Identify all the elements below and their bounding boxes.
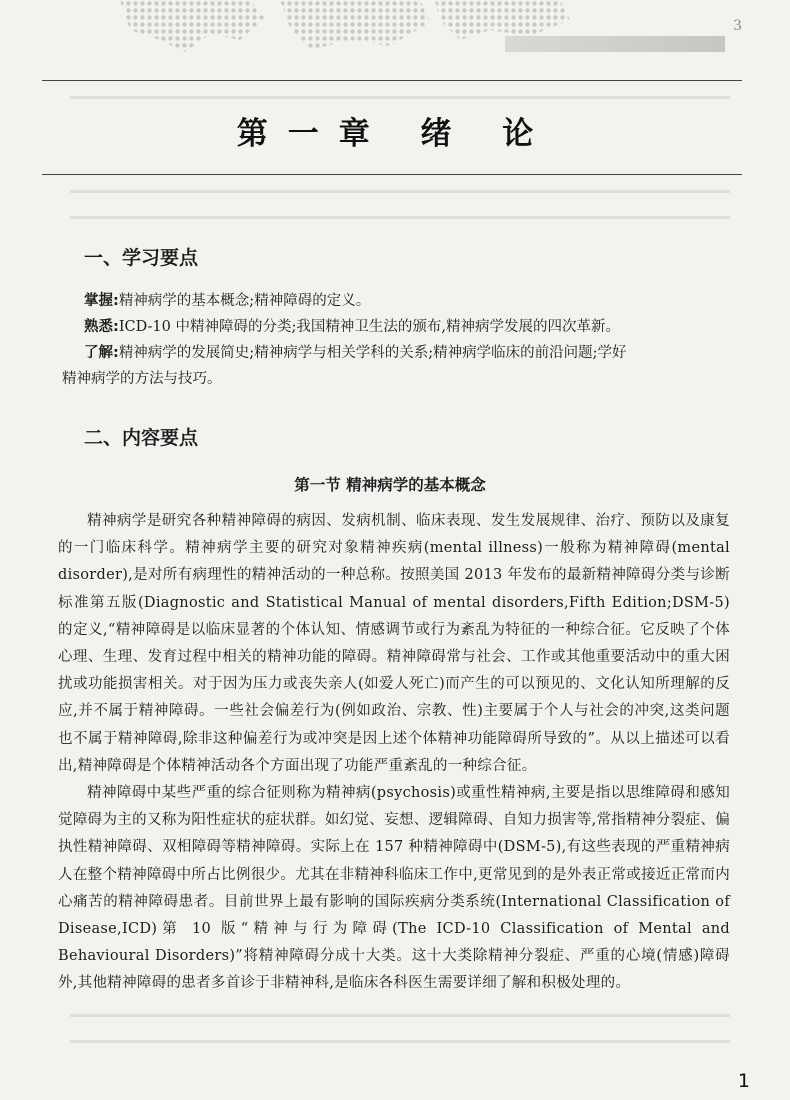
learning-point-text: 精神病学的方法与技巧。	[62, 371, 222, 387]
learning-point-label: 掌握:	[84, 293, 119, 309]
learning-point-text: 精神病学的基本概念;精神障碍的定义。	[118, 293, 371, 309]
body-text	[58, 508, 730, 998]
bleed-through-texture	[70, 1010, 730, 1022]
learning-point-text: ICD-10 中精神障碍的分类;我国精神卫生法的颁布,精神病学发展的四次革新。	[118, 319, 620, 335]
learning-point-label: 熟悉:	[84, 319, 119, 335]
body-paragraph: 精神病学是研究各种精神障碍的病因、发病机制、临床表现、发生发展规律、治疗、预防以及康复的一门临床科学。精神病学主要的研究对象精神疾病(mental illness)一般称为精神障碍(mental disorder),是对所有病理性的精神活动的一种总称。按照美国 2013 年发布的最新精神障碍分类与诊断标准第五版(Diagnostic and Statistical Manual of mental disorders,Fifth Edition;DSM-5)的定义,“精神障碍是以临床显著的个体认知、情感调节或行为紊乱为特征的一种综合征。它反映了个体心理、生理、发育过程中相关的精神功能的障碍。精神障碍常与社会、工作或其他重要活动中的重大困扰或功能损害相关。对于因为压力或丧失亲人(如爱人死亡)而产生的可以预见的、文化认知所理解的反应,并不属于精神障碍。一些社会偏差行为(例如政治、宗教、性)主要属于个人与社会的冲突,这类问题也不属于精神障碍,除非这种偏差行为或冲突是因上述个体精神功能障碍所导致的”。从以上描述可以看出,精神障碍是个体精神活动各个方面出现了功能严重紊乱的一种综合征。	[58, 513, 730, 774]
section-heading-learning-points: 一、学习要点	[84, 247, 199, 269]
header-page-number: 3	[733, 18, 742, 34]
chapter-rule-top	[42, 80, 742, 81]
bleed-through-texture	[70, 92, 730, 104]
subsection-title: 第一节 精神病学的基本概念	[294, 476, 486, 494]
learning-point-understand-continued	[62, 366, 726, 392]
footer-page-number: 1	[737, 1070, 750, 1092]
page-content	[58, 244, 730, 998]
bleed-through-texture	[70, 1036, 730, 1048]
chapter-title: 第一章 绪 论	[236, 116, 554, 152]
bleed-through-texture	[70, 186, 730, 198]
section-heading-content-points: 二、内容要点	[84, 427, 199, 449]
body-paragraph: 精神障碍中某些严重的综合征则称为精神病(psychosis)或重性精神病,主要是指以思维障碍和感知觉障碍为主的又称为阳性症状的症状群。如幻觉、妄想、逻辑障碍、自知力损害等,常指精神分裂症、偏执性精神障碍、双相障碍等精神障碍。实际上在 157 种精神障碍中(DSM-5),有这些表现的严重精神病人在整个精神障碍中所占比例很少。尤其在非精神科临床工作中,更常见到的是外表正常或接近正常而内心痛苦的精神障碍患者。目前世界上最有影响的国际疾病分类系统(International Classification of Disease,ICD)第 10 版“精神与行为障碍(The ICD-10 Classification of Mental and Behavioural Disorders)”将精神障碍分成十大类。这十大类除精神分裂症、严重的心境(情感)障碍外,其他精神障碍的患者多首诊于非精神科,是临床各科医生需要详细了解和积极处理的。	[58, 785, 730, 992]
bleed-through-texture	[70, 212, 730, 224]
chapter-rule-bottom	[42, 174, 742, 175]
learning-point-label: 了解:	[84, 345, 119, 361]
learning-point-master	[84, 288, 726, 314]
running-header-bar	[505, 36, 725, 52]
learning-point-familiar	[84, 314, 726, 340]
learning-point-understand	[84, 340, 726, 366]
learning-point-text: 精神病学的发展简史;精神病学与相关学科的关系;精神病学临床的前沿问题;学好	[118, 345, 627, 361]
